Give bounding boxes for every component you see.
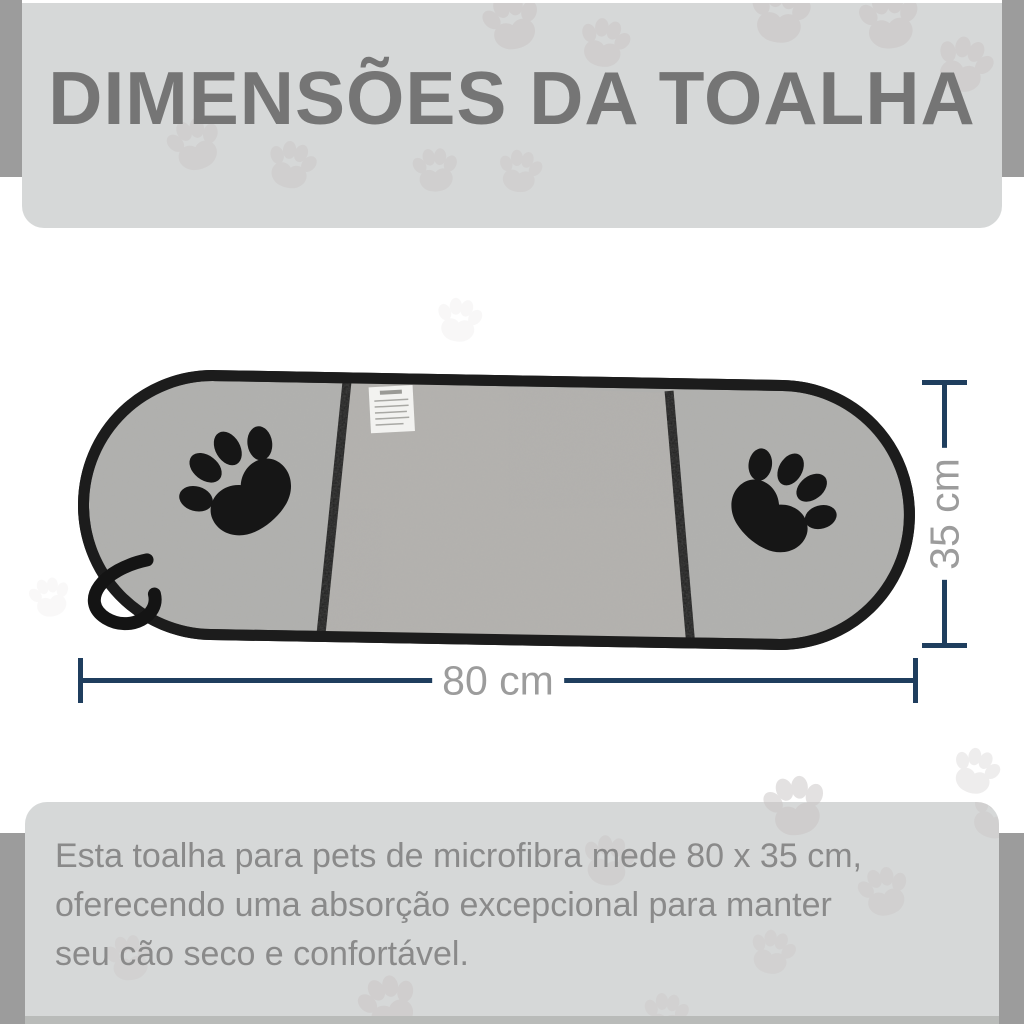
width-dimension-label: 80 cm	[432, 655, 564, 706]
paw-watermark-icon	[489, 144, 550, 205]
description-line: seu cão seco e confortável.	[55, 935, 469, 973]
dimension-end-cap	[78, 658, 83, 703]
paw-watermark-icon	[750, 765, 840, 855]
right-accent-bar	[999, 833, 1024, 1024]
description-line: Esta toalha para pets de microfibra mede 80 x 35 cm,	[55, 837, 862, 875]
paw-watermark-icon	[635, 988, 696, 1016]
width-dimension	[78, 658, 918, 703]
towel-image	[64, 355, 929, 662]
dimension-end-cap	[922, 380, 967, 385]
description-line: oferecendo uma absorção excepcional para manter	[55, 886, 832, 924]
page-title: DIMENSÕES DA TOALHA	[48, 56, 976, 140]
right-accent-bar	[1002, 0, 1024, 177]
left-accent-bar	[0, 0, 22, 177]
dimension-end-cap	[922, 643, 967, 648]
paw-watermark-icon	[738, 3, 819, 59]
height-dimension-label: 35 cm	[919, 448, 970, 580]
left-accent-bar	[0, 833, 25, 1024]
description-banner	[25, 802, 999, 1016]
title-banner	[22, 3, 1002, 228]
paw-watermark-icon	[254, 132, 327, 205]
dimension-end-cap	[913, 658, 918, 703]
paw-watermark-icon	[404, 142, 466, 204]
height-dimension	[922, 380, 967, 648]
care-tag	[369, 385, 415, 433]
paw-watermark-icon	[426, 291, 489, 354]
paw-watermark-icon	[937, 737, 1010, 810]
bottom-edge-strip	[0, 1016, 1024, 1024]
